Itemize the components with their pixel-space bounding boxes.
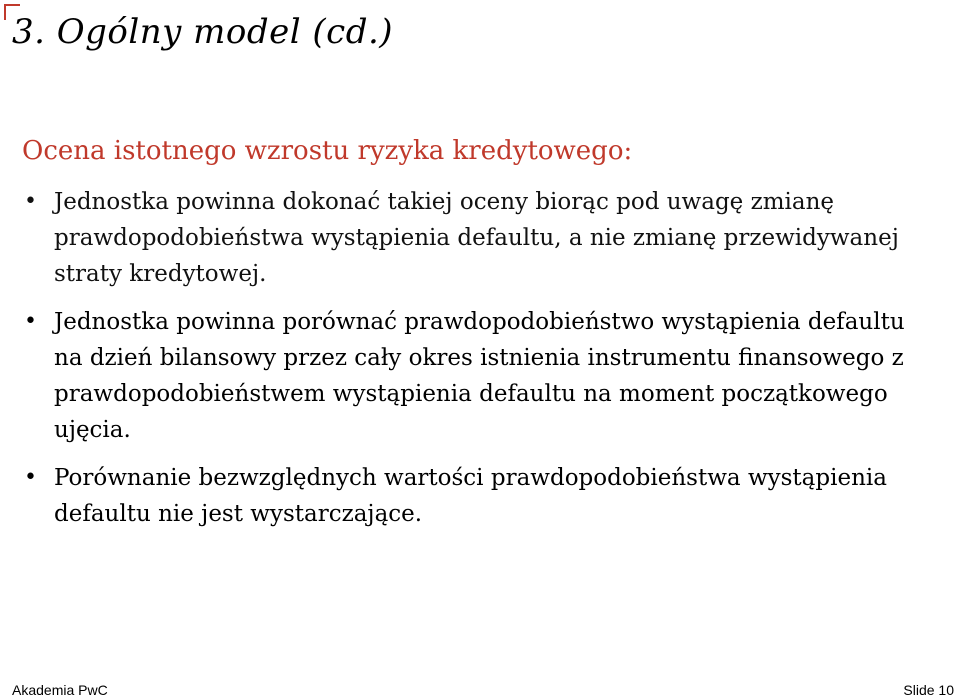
footer-brand: Akademia PwC: [12, 682, 108, 698]
bullet-marker: •: [24, 189, 37, 214]
bullet-marker: •: [24, 465, 37, 490]
bullet-text: Jednostka powinna porównać prawdopodobieństwo wystąpienia defaultu na dzień bilansowy przez cały okres istnienia instrumentu finansowego z prawdopodobieństwem wystąpienia defaultu na moment początkowego ujęcia.: [54, 309, 905, 443]
bullet-marker: •: [24, 309, 37, 334]
bullet-item: [22, 184, 932, 292]
slide-number: Slide 10: [903, 682, 954, 698]
bullet-item: [22, 460, 932, 532]
bullet-item: [22, 304, 932, 448]
bullet-text: Jednostka powinna dokonać takiej oceny biorąc pod uwagę zmianę prawdopodobieństwa wystąpienia defaultu, a nie zmianę przewidywanej straty kredytowej.: [54, 189, 899, 287]
bullet-text: Porównanie bezwzględnych wartości prawdopodobieństwa wystąpienia defaultu nie jest wystarczające.: [54, 465, 887, 527]
slide-subtitle: Ocena istotnego wzrostu ryzyka kredytowego:: [22, 136, 633, 166]
slide-title: 3. Ogólny model (cd.): [12, 12, 394, 52]
bullet-list: [22, 184, 932, 532]
